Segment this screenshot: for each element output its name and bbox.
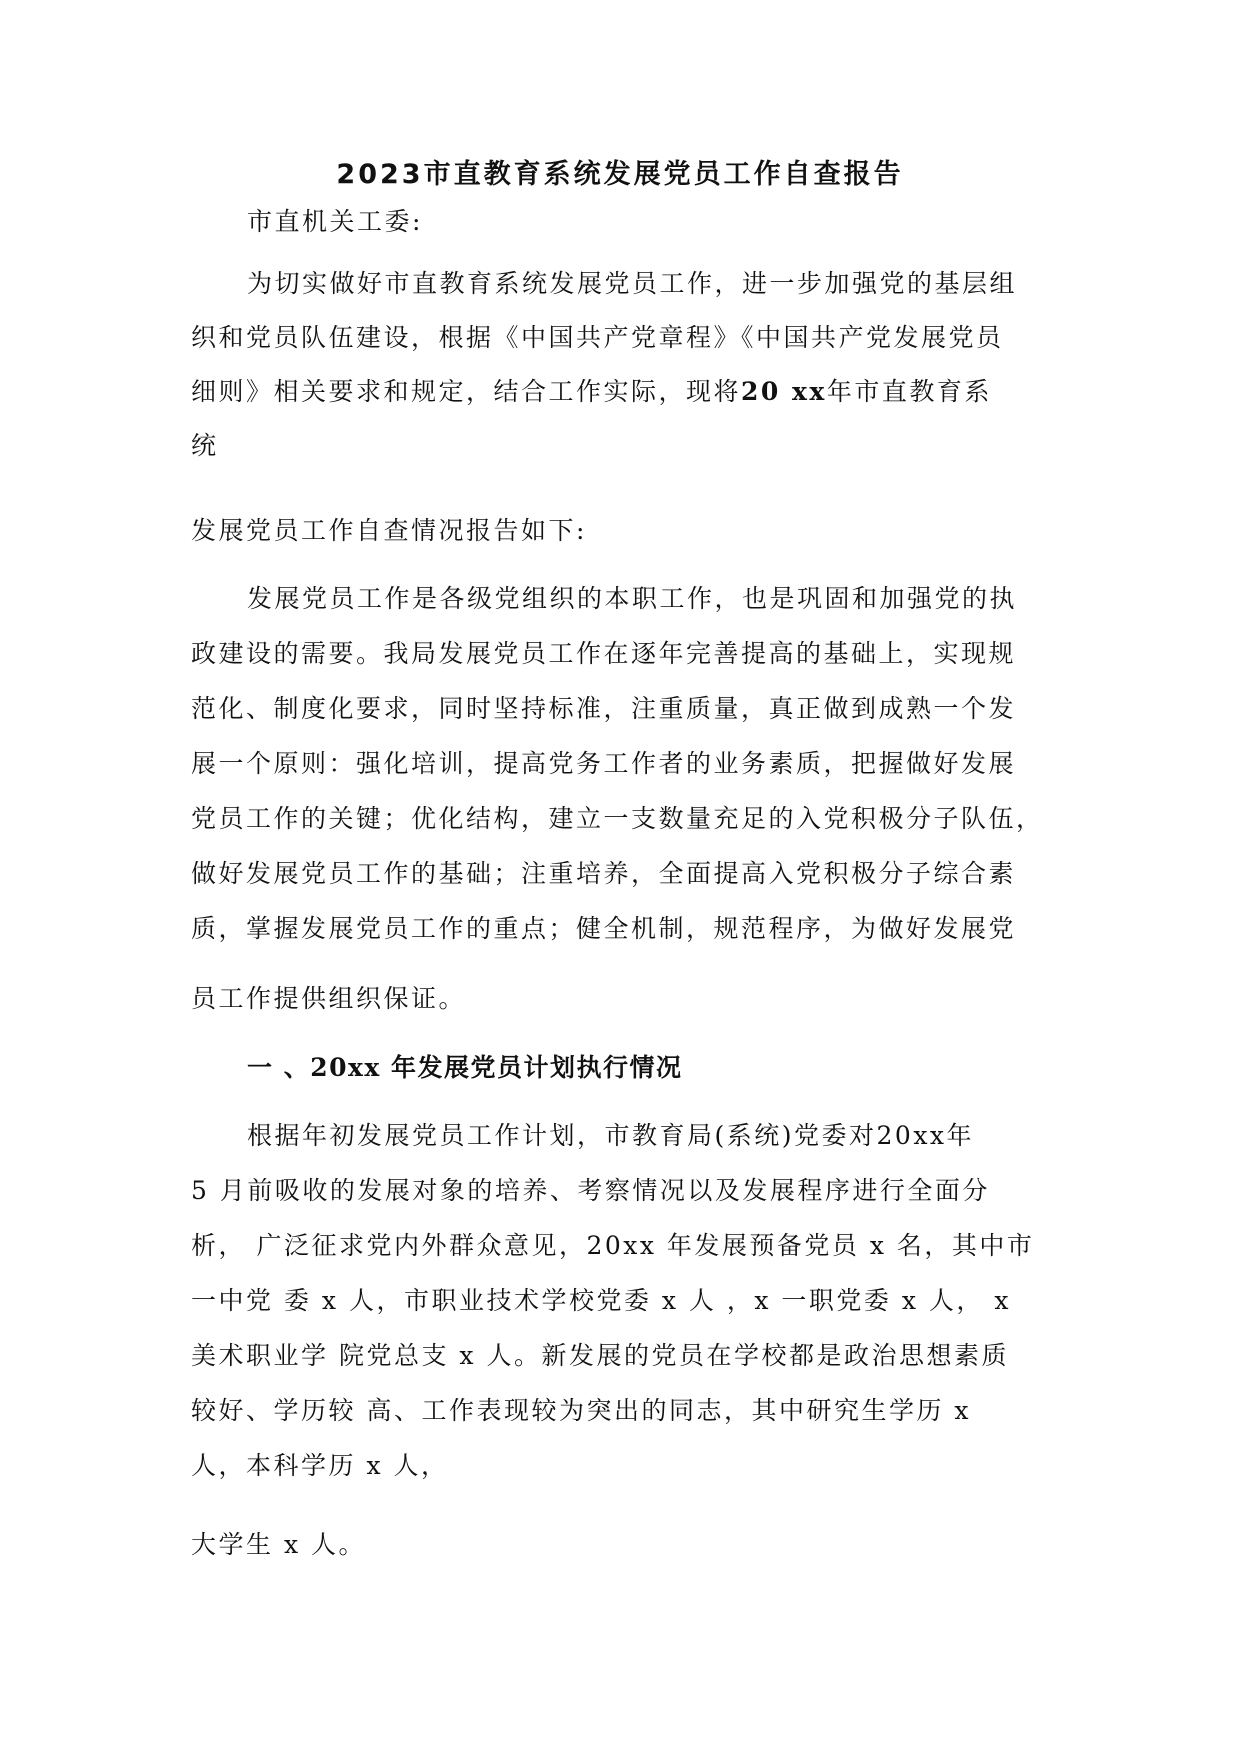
intro-line-2: 织和党员队伍建设，根据《中国共产党章程》《中国共产党发展党员 <box>191 323 1004 352</box>
para3-line: 析， 广泛征求党内外群众意见，20xx 年发展预备党员 x 名，其中市 <box>191 1231 1035 1260</box>
document-title: 2023市直教育系统发展党员工作自查报告 <box>336 159 904 190</box>
intro-line-3-tail: 年市直教育系 <box>826 377 992 406</box>
intro-line-5: 发展党员工作自查情况报告如下: <box>191 516 587 545</box>
intro-line-1: 为切实做好市直教育系统发展党员工作，进一步加强党的基层组 <box>247 269 1018 298</box>
para2-line: 展一个原则：强化培训，提高党务工作者的业务素质，把握做好发展 <box>191 749 1017 778</box>
para3-line: 人，本科学历 x 人， <box>191 1451 449 1480</box>
para2-line: 范化、制度化要求，同时坚持标准，注重质量，真正做到成熟一个发 <box>191 694 1017 723</box>
intro-year-bold: 20 xx <box>741 377 827 406</box>
para2-line: 员工作提供组织保证。 <box>191 984 467 1013</box>
para2-line: 政建设的需要。我局发展党员工作在逐年完善提高的基础上，实现规 <box>191 639 1017 668</box>
section-heading: 一 、20xx 年发展党员计划执行情况 <box>247 1053 683 1082</box>
intro-line-3-text: 细则》相关要求和规定，结合工作实际，现将 <box>191 377 742 406</box>
salutation: 市直机关工委: <box>247 207 423 236</box>
para2-line: 做好发展党员工作的基础；注重培养，全面提高入党积极分子综合素 <box>191 859 1017 888</box>
para3-line: 美术职业学 院党总支 x 人。新发展的党员在学校都是政治思想素质 <box>191 1341 1009 1370</box>
intro-line-3 <box>191 376 992 408</box>
intro-line-4: 统 <box>191 431 219 460</box>
para3-line: 一中党 委 x 人，市职业技术学校党委 x 人 ，x 一职党委 x 人， x <box>191 1286 1011 1315</box>
para2-line: 党员工作的关键；优化结构，建立一支数量充足的入党积极分子队伍， <box>191 804 1044 833</box>
para2-line: 质，掌握发展党员工作的重点；健全机制，规范程序，为做好发展党 <box>191 914 1017 943</box>
para3-line: 较好、学历较 高、工作表现较为突出的同志，其中研究生学历 x <box>191 1396 971 1425</box>
para2-line: 发展党员工作是各级党组织的本职工作，也是巩固和加强党的执 <box>247 584 1018 613</box>
para3-line: 5 月前吸收的发展对象的培养、考察情况以及发展程序进行全面分 <box>191 1176 990 1205</box>
para3-line: 根据年初发展党员工作计划，市教育局(系统)党委对20xx年 <box>247 1121 975 1150</box>
para3-line: 大学生 x 人。 <box>191 1530 366 1559</box>
